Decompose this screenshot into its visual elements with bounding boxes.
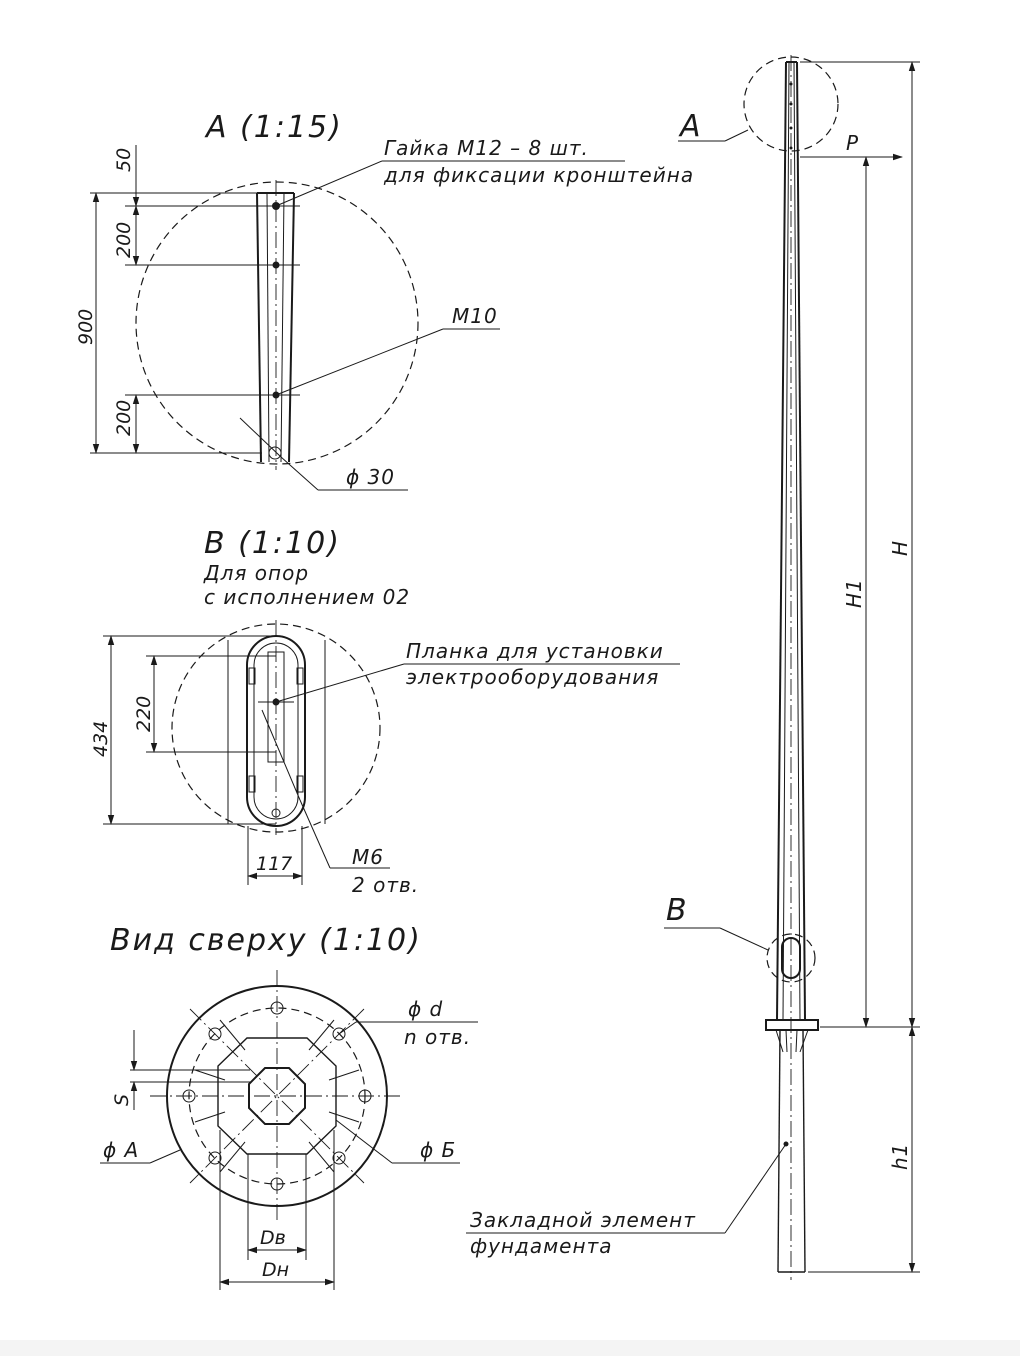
- detail-a-leaders: [240, 136, 694, 490]
- pole-shaft: [777, 55, 805, 1280]
- foundation-embed: [466, 1030, 805, 1272]
- inner-diameter-label: Dв: [260, 1227, 286, 1249]
- nut-note-line2: для фиксации кронштейна: [384, 163, 695, 187]
- detail-b-subtitle-line2: с исполнением 02: [204, 585, 411, 609]
- top-view-title: Вид сверху (1:10): [110, 923, 422, 958]
- height-h-label: Н: [888, 539, 912, 556]
- detail-b-dimensions: [90, 636, 302, 885]
- detail-a-dimensions: [75, 145, 262, 453]
- detail-a-boundary-circle: [136, 182, 418, 464]
- load-p-label: Р: [846, 131, 860, 155]
- outer-diameter-label: Dн: [262, 1259, 290, 1281]
- dim-200-top: 200: [113, 221, 135, 258]
- depth-h1-label: h1: [888, 1142, 912, 1170]
- dim-220: 220: [133, 695, 155, 732]
- dim-200-bottom: 200: [113, 399, 135, 436]
- nut-note-line1: Гайка М12 – 8 шт.: [384, 136, 589, 160]
- detail-a-hole-icon: [269, 447, 281, 459]
- hole-d-label: ϕ d: [408, 997, 444, 1021]
- dim-117: 117: [256, 853, 293, 875]
- detail-b-title: В (1:10): [204, 526, 341, 561]
- page-footer-strip: [0, 1340, 1020, 1356]
- dim-900: 900: [75, 308, 97, 345]
- screw-count-label: 2 отв.: [352, 873, 420, 897]
- detail-b-view: [90, 526, 680, 897]
- base-flange: [150, 970, 404, 1222]
- thickness-label: S: [111, 1093, 133, 1106]
- hole-30-label: ϕ 30: [346, 465, 395, 489]
- detail-a-view: [75, 110, 694, 490]
- plate-note-line1: Планка для установки: [406, 639, 664, 663]
- hole-count-label: n отв.: [404, 1025, 472, 1049]
- thread-m10-label: М10: [452, 304, 498, 328]
- dim-50: 50: [113, 147, 135, 172]
- dim-434: 434: [90, 720, 112, 757]
- elevation-dimensions: [800, 62, 920, 1272]
- detail-a-title: А (1:15): [206, 110, 343, 145]
- detail-b-subtitle-line1: Для опор: [204, 561, 310, 585]
- height-h1-label: Н1: [842, 578, 866, 608]
- dia-b-label: ϕ Б: [420, 1138, 457, 1162]
- top-view: [100, 923, 478, 1290]
- dia-a-label: ϕ А: [103, 1138, 140, 1162]
- callout-b-label: В: [666, 893, 689, 928]
- top-view-dimensions: [100, 997, 478, 1290]
- base-plate: [766, 1020, 818, 1030]
- screw-m6-label: М6: [352, 845, 384, 869]
- foundation-note-line2: фундамента: [470, 1234, 613, 1258]
- base-and-stiffeners: [766, 1020, 818, 1052]
- service-hatch: [664, 893, 815, 982]
- detail-b-pole: [228, 620, 325, 835]
- detail-a-pole-segment: [257, 180, 294, 470]
- plate-note-line2: электрооборудования: [406, 665, 660, 689]
- foundation-note-line1: Закладной элемент: [470, 1208, 696, 1232]
- callout-a-label: А: [680, 109, 703, 144]
